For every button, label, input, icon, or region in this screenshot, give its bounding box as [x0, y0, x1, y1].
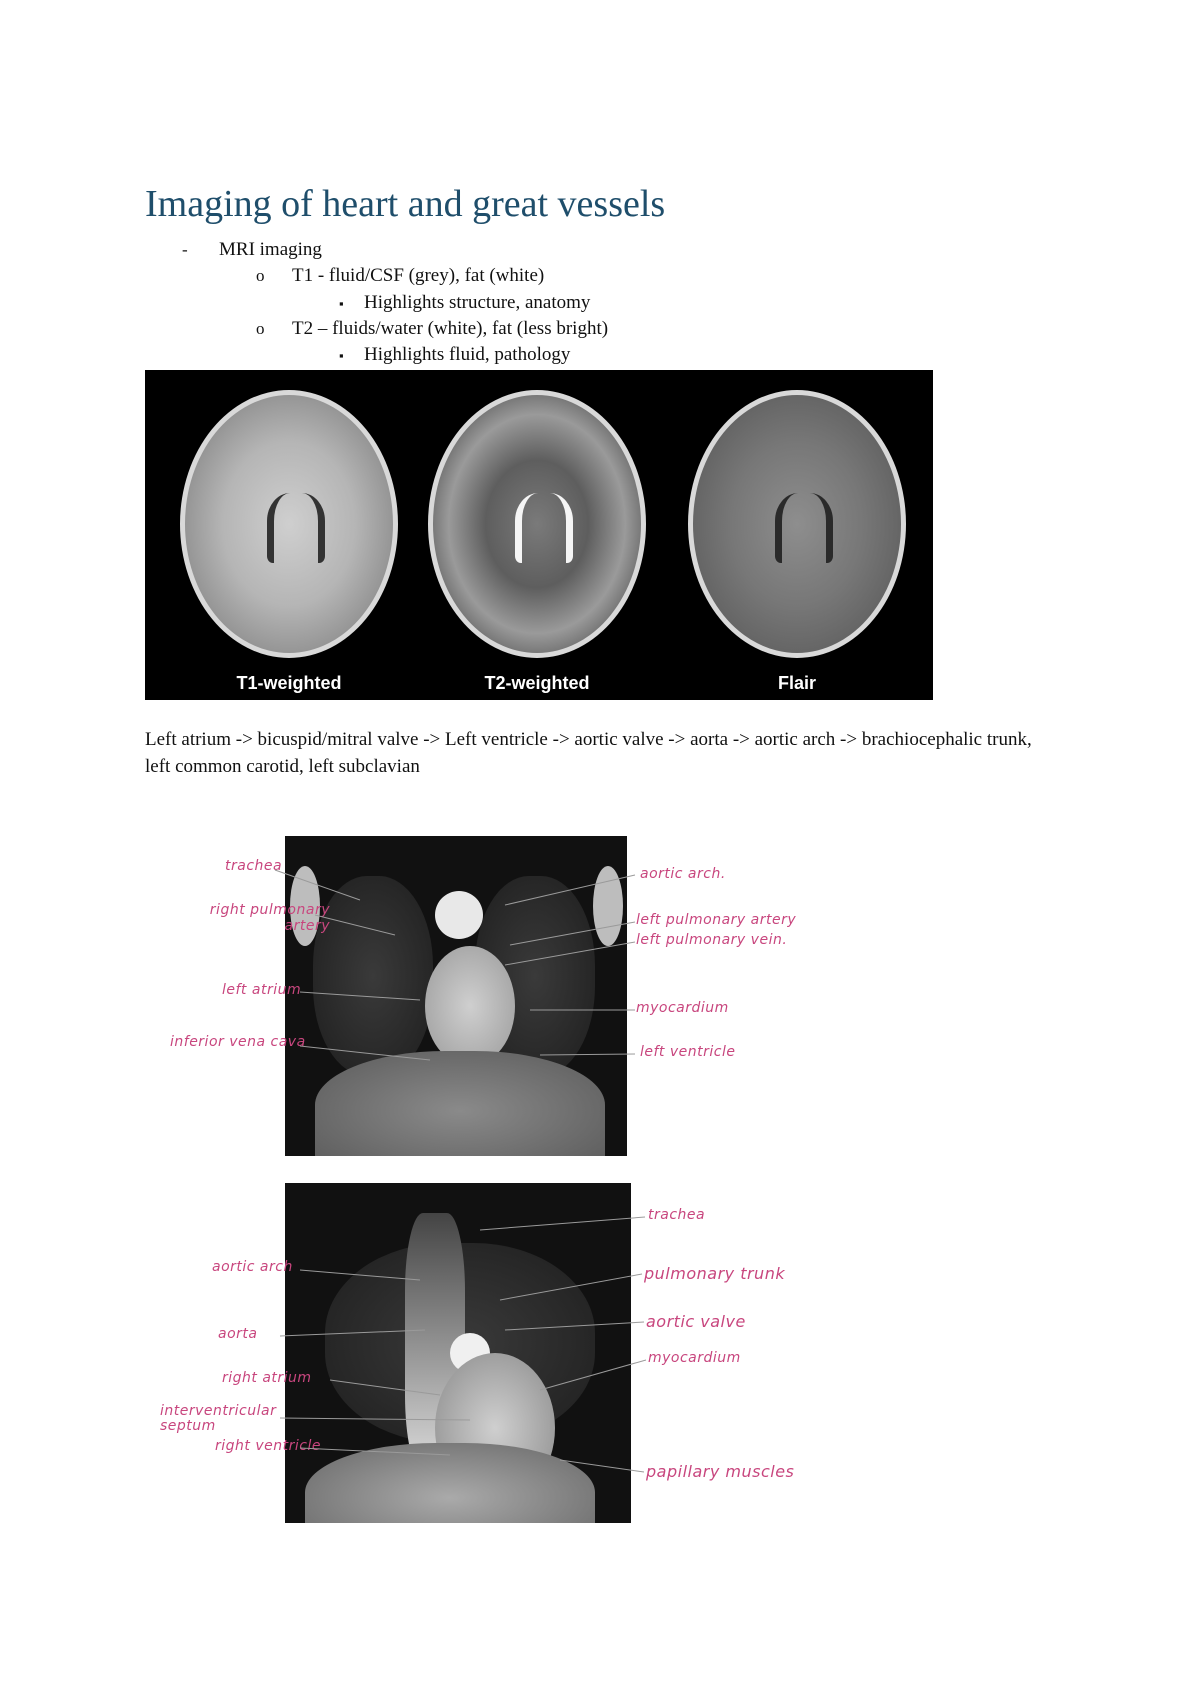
label-left-atrium: left atrium	[222, 982, 302, 998]
outline-text: T2 – fluids/water (white), fat (less bright)	[292, 318, 609, 339]
label-right-atrium: right atrium	[222, 1370, 312, 1386]
square-bullet-marker: ▪	[339, 296, 344, 311]
label-trachea-2: trachea	[648, 1207, 706, 1223]
dash-marker: -	[182, 240, 188, 259]
label-aortic-arch: aortic arch.	[640, 866, 726, 882]
label-aorta: aorta	[218, 1326, 258, 1342]
t1-label: T1-weighted	[236, 673, 342, 693]
outline-text: T1 - fluid/CSF (grey), fat (white)	[292, 265, 545, 286]
label-aortic-arch-2: aortic arch	[212, 1259, 293, 1275]
outline-text: Highlights structure, anatomy	[364, 292, 591, 313]
circulation-pathway-text: Left atrium -> bicuspid/mitral valve -> Left ventricle -> aortic valve -> aorta -> aortic arch -> brachiocephalic trunk, left common carotid, left subclavian	[145, 729, 1032, 777]
label-left-ventricle: left ventricle	[640, 1044, 736, 1060]
outline-text: MRI imaging	[219, 239, 322, 260]
label-right-ventricle: right ventricle	[215, 1438, 321, 1454]
label-left-pulmonary-artery: left pulmonary artery	[636, 912, 797, 928]
label-right-pulmonary-artery: right pulmonary artery	[209, 902, 330, 934]
outline-text: Highlights fluid, pathology	[364, 344, 571, 365]
label-papillary-muscles: papillary muscles	[646, 1462, 795, 1481]
circle-marker: o	[256, 319, 265, 338]
page-title: Imaging of heart and great vessels	[145, 183, 666, 225]
label-trachea: trachea	[225, 858, 283, 874]
label-pulmonary-trunk: pulmonary trunk	[644, 1264, 786, 1283]
label-inferior-vena-cava: inferior vena cava	[170, 1034, 306, 1050]
label-myocardium: myocardium	[636, 1000, 729, 1016]
t2-label: T2-weighted	[484, 673, 590, 693]
label-left-pulmonary-vein: left pulmonary vein.	[636, 932, 788, 948]
label-myocardium-2: myocardium	[648, 1350, 741, 1366]
label-interventricular-septum: interventricular septum	[160, 1403, 277, 1434]
square-bullet-marker: ▪	[339, 348, 344, 363]
label-aortic-valve: aortic valve	[646, 1312, 746, 1331]
flair-label: Flair	[777, 673, 816, 693]
circle-marker: o	[256, 266, 265, 285]
